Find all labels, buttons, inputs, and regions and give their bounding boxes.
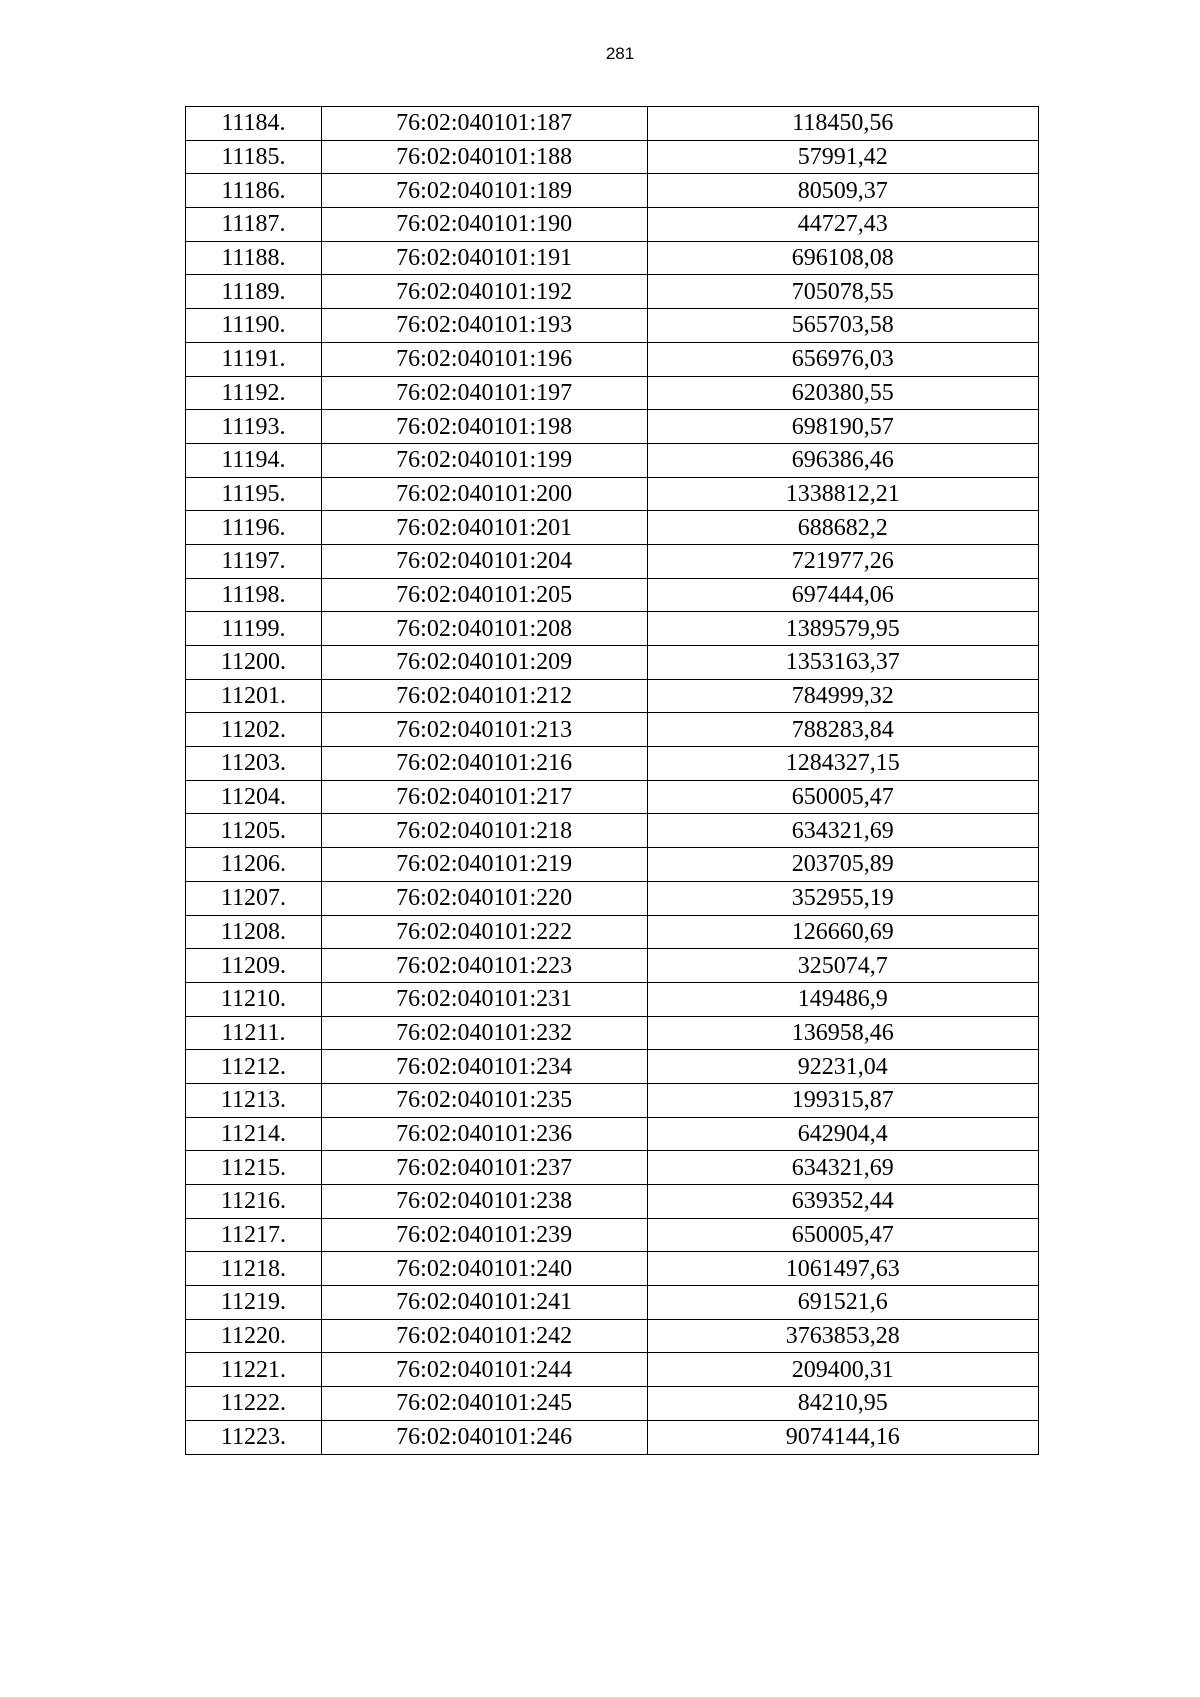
row-number-cell: 11190. xyxy=(186,309,322,343)
cadastral-number-cell: 76:02:040101:200 xyxy=(321,477,647,511)
row-number-cell: 11221. xyxy=(186,1353,322,1387)
cadastral-value-table xyxy=(185,106,1039,1455)
cadastral-value-cell: 697444,06 xyxy=(647,578,1038,612)
row-number-cell: 11211. xyxy=(186,1016,322,1050)
table-body xyxy=(186,107,1039,1455)
cadastral-number-cell: 76:02:040101:216 xyxy=(321,747,647,781)
cadastral-number-cell: 76:02:040101:220 xyxy=(321,881,647,915)
cadastral-number-cell: 76:02:040101:232 xyxy=(321,1016,647,1050)
table-row xyxy=(186,309,1039,343)
row-number-cell: 11200. xyxy=(186,646,322,680)
cadastral-number-cell: 76:02:040101:213 xyxy=(321,713,647,747)
cadastral-number-cell: 76:02:040101:238 xyxy=(321,1185,647,1219)
cadastral-value-cell: 1389579,95 xyxy=(647,612,1038,646)
row-number-cell: 11189. xyxy=(186,275,322,309)
cadastral-value-cell: 650005,47 xyxy=(647,1218,1038,1252)
cadastral-value-cell: 209400,31 xyxy=(647,1353,1038,1387)
row-number-cell: 11187. xyxy=(186,208,322,242)
cadastral-value-cell: 325074,7 xyxy=(647,949,1038,983)
row-number-cell: 11222. xyxy=(186,1387,322,1421)
cadastral-value-cell: 784999,32 xyxy=(647,679,1038,713)
row-number-cell: 11209. xyxy=(186,949,322,983)
table-row xyxy=(186,949,1039,983)
row-number-cell: 11210. xyxy=(186,982,322,1016)
cadastral-value-cell: 126660,69 xyxy=(647,915,1038,949)
cadastral-number-cell: 76:02:040101:234 xyxy=(321,1050,647,1084)
table-row xyxy=(186,1420,1039,1454)
table-row xyxy=(186,275,1039,309)
page-number: 281 xyxy=(605,44,635,63)
row-number-cell: 11213. xyxy=(186,1083,322,1117)
cadastral-value-cell: 688682,2 xyxy=(647,511,1038,545)
cadastral-value-cell: 3763853,28 xyxy=(647,1319,1038,1353)
cadastral-value-cell: 696108,08 xyxy=(647,241,1038,275)
table-row xyxy=(186,713,1039,747)
cadastral-number-cell: 76:02:040101:245 xyxy=(321,1387,647,1421)
table-row xyxy=(186,612,1039,646)
cadastral-number-cell: 76:02:040101:219 xyxy=(321,848,647,882)
cadastral-value-cell: 84210,95 xyxy=(647,1387,1038,1421)
row-number-cell: 11216. xyxy=(186,1185,322,1219)
cadastral-number-cell: 76:02:040101:209 xyxy=(321,646,647,680)
cadastral-value-cell: 118450,56 xyxy=(647,107,1038,141)
cadastral-number-cell: 76:02:040101:242 xyxy=(321,1319,647,1353)
cadastral-number-cell: 76:02:040101:208 xyxy=(321,612,647,646)
table-row xyxy=(186,342,1039,376)
cadastral-value-cell: 705078,55 xyxy=(647,275,1038,309)
row-number-cell: 11220. xyxy=(186,1319,322,1353)
row-number-cell: 11198. xyxy=(186,578,322,612)
cadastral-number-cell: 76:02:040101:189 xyxy=(321,174,647,208)
cadastral-number-cell: 76:02:040101:218 xyxy=(321,814,647,848)
cadastral-value-cell: 656976,03 xyxy=(647,342,1038,376)
table-row xyxy=(186,140,1039,174)
row-number-cell: 11185. xyxy=(186,140,322,174)
cadastral-value-cell: 565703,58 xyxy=(647,309,1038,343)
table-row xyxy=(186,747,1039,781)
row-number-cell: 11199. xyxy=(186,612,322,646)
table-row xyxy=(186,174,1039,208)
table-row xyxy=(186,1218,1039,1252)
cadastral-value-cell: 9074144,16 xyxy=(647,1420,1038,1454)
cadastral-number-cell: 76:02:040101:199 xyxy=(321,443,647,477)
table-row xyxy=(186,511,1039,545)
row-number-cell: 11203. xyxy=(186,747,322,781)
cadastral-value-cell: 642904,4 xyxy=(647,1117,1038,1151)
cadastral-number-cell: 76:02:040101:193 xyxy=(321,309,647,343)
row-number-cell: 11214. xyxy=(186,1117,322,1151)
table-row xyxy=(186,376,1039,410)
table-row xyxy=(186,1050,1039,1084)
cadastral-value-cell: 696386,46 xyxy=(647,443,1038,477)
cadastral-number-cell: 76:02:040101:196 xyxy=(321,342,647,376)
cadastral-number-cell: 76:02:040101:235 xyxy=(321,1083,647,1117)
table-row xyxy=(186,544,1039,578)
cadastral-value-cell: 44727,43 xyxy=(647,208,1038,242)
table-row xyxy=(186,814,1039,848)
cadastral-value-cell: 650005,47 xyxy=(647,780,1038,814)
cadastral-number-cell: 76:02:040101:241 xyxy=(321,1286,647,1320)
cadastral-value-cell: 634321,69 xyxy=(647,1151,1038,1185)
table-row xyxy=(186,208,1039,242)
row-number-cell: 11201. xyxy=(186,679,322,713)
row-number-cell: 11212. xyxy=(186,1050,322,1084)
cadastral-number-cell: 76:02:040101:237 xyxy=(321,1151,647,1185)
cadastral-number-cell: 76:02:040101:187 xyxy=(321,107,647,141)
row-number-cell: 11186. xyxy=(186,174,322,208)
table-row xyxy=(186,915,1039,949)
row-number-cell: 11195. xyxy=(186,477,322,511)
table-row xyxy=(186,1286,1039,1320)
cadastral-value-cell: 1284327,15 xyxy=(647,747,1038,781)
cadastral-value-cell: 149486,9 xyxy=(647,982,1038,1016)
cadastral-value-cell: 1338812,21 xyxy=(647,477,1038,511)
cadastral-value-cell: 136958,46 xyxy=(647,1016,1038,1050)
table-row xyxy=(186,241,1039,275)
table-row xyxy=(186,679,1039,713)
row-number-cell: 11202. xyxy=(186,713,322,747)
table-row xyxy=(186,1387,1039,1421)
table-row xyxy=(186,646,1039,680)
row-number-cell: 11223. xyxy=(186,1420,322,1454)
cadastral-value-cell: 352955,19 xyxy=(647,881,1038,915)
cadastral-number-cell: 76:02:040101:244 xyxy=(321,1353,647,1387)
row-number-cell: 11193. xyxy=(186,410,322,444)
cadastral-value-cell: 1353163,37 xyxy=(647,646,1038,680)
row-number-cell: 11184. xyxy=(186,107,322,141)
table-row xyxy=(186,1151,1039,1185)
table-row xyxy=(186,477,1039,511)
cadastral-value-cell: 639352,44 xyxy=(647,1185,1038,1219)
cadastral-number-cell: 76:02:040101:198 xyxy=(321,410,647,444)
cadastral-number-cell: 76:02:040101:188 xyxy=(321,140,647,174)
cadastral-value-cell: 92231,04 xyxy=(647,1050,1038,1084)
cadastral-number-cell: 76:02:040101:197 xyxy=(321,376,647,410)
table-row xyxy=(186,780,1039,814)
row-number-cell: 11215. xyxy=(186,1151,322,1185)
cadastral-value-cell: 620380,55 xyxy=(647,376,1038,410)
row-number-cell: 11218. xyxy=(186,1252,322,1286)
row-number-cell: 11207. xyxy=(186,881,322,915)
row-number-cell: 11206. xyxy=(186,848,322,882)
cadastral-number-cell: 76:02:040101:201 xyxy=(321,511,647,545)
row-number-cell: 11217. xyxy=(186,1218,322,1252)
cadastral-value-cell: 634321,69 xyxy=(647,814,1038,848)
row-number-cell: 11208. xyxy=(186,915,322,949)
cadastral-number-cell: 76:02:040101:191 xyxy=(321,241,647,275)
row-number-cell: 11219. xyxy=(186,1286,322,1320)
table-row xyxy=(186,410,1039,444)
table-row xyxy=(186,1319,1039,1353)
cadastral-number-cell: 76:02:040101:223 xyxy=(321,949,647,983)
cadastral-value-cell: 57991,42 xyxy=(647,140,1038,174)
cadastral-number-cell: 76:02:040101:205 xyxy=(321,578,647,612)
cadastral-number-cell: 76:02:040101:204 xyxy=(321,544,647,578)
cadastral-number-cell: 76:02:040101:239 xyxy=(321,1218,647,1252)
cadastral-value-cell: 698190,57 xyxy=(647,410,1038,444)
table-row xyxy=(186,578,1039,612)
table-row xyxy=(186,1185,1039,1219)
cadastral-value-cell: 80509,37 xyxy=(647,174,1038,208)
table-row xyxy=(186,1252,1039,1286)
cadastral-value-cell: 721977,26 xyxy=(647,544,1038,578)
cadastral-number-cell: 76:02:040101:231 xyxy=(321,982,647,1016)
cadastral-number-cell: 76:02:040101:222 xyxy=(321,915,647,949)
cadastral-number-cell: 76:02:040101:217 xyxy=(321,780,647,814)
table-row xyxy=(186,1083,1039,1117)
row-number-cell: 11192. xyxy=(186,376,322,410)
cadastral-number-cell: 76:02:040101:236 xyxy=(321,1117,647,1151)
row-number-cell: 11205. xyxy=(186,814,322,848)
cadastral-number-cell: 76:02:040101:190 xyxy=(321,208,647,242)
row-number-cell: 11197. xyxy=(186,544,322,578)
cadastral-number-cell: 76:02:040101:240 xyxy=(321,1252,647,1286)
table-row xyxy=(186,107,1039,141)
table-row xyxy=(186,1117,1039,1151)
cadastral-value-cell: 199315,87 xyxy=(647,1083,1038,1117)
table-row xyxy=(186,1353,1039,1387)
row-number-cell: 11188. xyxy=(186,241,322,275)
table-row xyxy=(186,982,1039,1016)
cadastral-number-cell: 76:02:040101:246 xyxy=(321,1420,647,1454)
row-number-cell: 11204. xyxy=(186,780,322,814)
table-row xyxy=(186,1016,1039,1050)
row-number-cell: 11194. xyxy=(186,443,322,477)
cadastral-value-cell: 1061497,63 xyxy=(647,1252,1038,1286)
cadastral-value-cell: 203705,89 xyxy=(647,848,1038,882)
table-row xyxy=(186,848,1039,882)
row-number-cell: 11191. xyxy=(186,342,322,376)
row-number-cell: 11196. xyxy=(186,511,322,545)
table-row xyxy=(186,881,1039,915)
table-row xyxy=(186,443,1039,477)
cadastral-number-cell: 76:02:040101:212 xyxy=(321,679,647,713)
cadastral-value-cell: 691521,6 xyxy=(647,1286,1038,1320)
cadastral-value-cell: 788283,84 xyxy=(647,713,1038,747)
cadastral-number-cell: 76:02:040101:192 xyxy=(321,275,647,309)
